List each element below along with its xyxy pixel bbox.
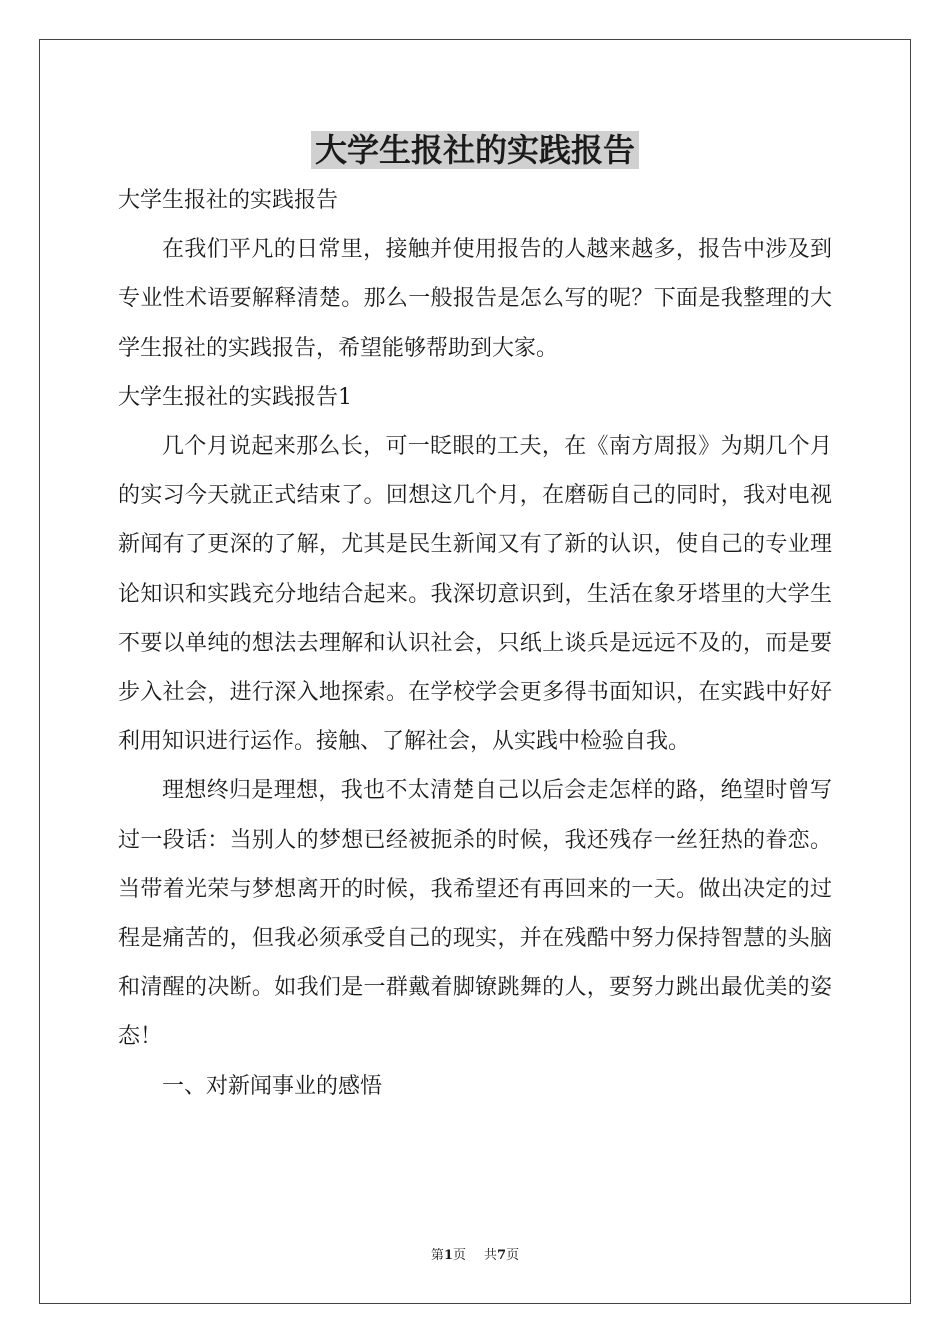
body-paragraph-heading: 大学生报社的实践报告 bbox=[118, 188, 339, 213]
document-body bbox=[118, 176, 832, 1111]
footer-page-suffix: 页 bbox=[452, 1248, 466, 1263]
footer-total-prefix: 共 bbox=[484, 1248, 498, 1263]
body-paragraph-intro: 在我们平凡的日常里，接触并使用报告的人越来越多，报告中涉及到专业性术语要解释清楚。那么一般报告是怎么写的呢？下面是我整理的大学生报社的实践报告，希望能够帮助到大家。 bbox=[118, 237, 832, 361]
body-paragraph-ideals: 理想终归是理想，我也不太清楚自己以后会走怎样的路，绝望时曾写过一段话：当别人的梦想已经被扼杀的时候，我还残存一丝狂热的眷恋。当带着光荣与梦想离开的时候，我希望还有再回来的一天。做出决定的过程是痛苦的，但我必须承受自己的现实，并在残酷中努力保持智慧的头脑和清醒的决断。如我们是一群戴着脚镣跳舞的人，要努力跳出最优美的姿态！ bbox=[118, 778, 832, 1050]
body-paragraph-internship: 几个月说起来那么长，可一眨眼的工夫，在《南方周报》为期几个月的实习今天就正式结束了。回想这几个月，在磨砺自己的同时，我对电视新闻有了更深的了解，尤其是民生新闻又有了新的认识，使自己的专业理论知识和实践充分地结合起来。我深切意识到，生活在象牙塔里的大学生不要以单纯的想法去理解和认识社会，只纸上谈兵是远远不及的，而是要步入社会，进行深入地探索。在学校学会更多得书面知识，在实践中好好利用知识进行运作。接触、了解社会，从实践中检验自我。 bbox=[118, 434, 832, 755]
footer-page-current: 1 bbox=[443, 1248, 453, 1263]
body-paragraph-subheading: 一、对新闻事业的感悟 bbox=[162, 1073, 383, 1099]
footer-total-suffix: 页 bbox=[506, 1248, 520, 1263]
footer-page-total: 7 bbox=[497, 1248, 507, 1263]
footer-page-prefix: 第 bbox=[430, 1248, 444, 1263]
body-paragraph-section-title: 大学生报社的实践报告1 bbox=[118, 384, 352, 410]
document-title-text: 大学生报社的实践报告 bbox=[311, 131, 639, 169]
page-footer bbox=[0, 1247, 950, 1265]
document-title bbox=[0, 126, 950, 174]
